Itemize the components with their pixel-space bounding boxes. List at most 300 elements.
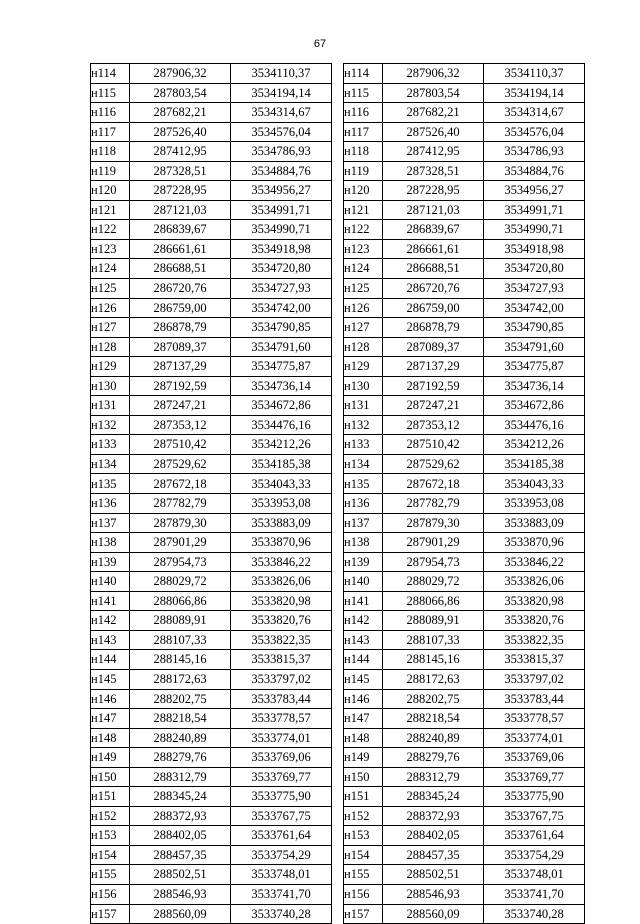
table-row — [344, 298, 585, 318]
table-row — [91, 142, 332, 162]
table-row — [344, 318, 585, 338]
x-coordinate-cell: 287353,12 — [383, 415, 484, 435]
table-body — [91, 64, 332, 924]
y-coordinate-cell: 3534884,76 — [484, 161, 585, 181]
x-coordinate-cell: 288240,89 — [383, 728, 484, 748]
x-coordinate-cell: 287672,18 — [130, 474, 231, 494]
x-coordinate-cell: 287906,32 — [383, 64, 484, 84]
point-id-cell: н157 — [91, 904, 130, 924]
y-coordinate-cell: 3533846,22 — [231, 552, 332, 572]
coordinates-table-right — [343, 63, 585, 924]
table-row — [344, 122, 585, 142]
point-id-cell: н116 — [91, 103, 130, 123]
x-coordinate-cell: 288029,72 — [383, 572, 484, 592]
y-coordinate-cell: 3533774,01 — [484, 728, 585, 748]
table-row — [91, 533, 332, 553]
table-row — [344, 220, 585, 240]
y-coordinate-cell: 3534720,80 — [484, 259, 585, 279]
y-coordinate-cell: 3534212,26 — [484, 435, 585, 455]
y-coordinate-cell: 3534672,86 — [231, 396, 332, 416]
point-id-cell: н139 — [91, 552, 130, 572]
point-id-cell: н129 — [344, 357, 383, 377]
table-row — [91, 865, 332, 885]
point-id-cell: н134 — [344, 454, 383, 474]
x-coordinate-cell: 287089,37 — [383, 337, 484, 357]
y-coordinate-cell: 3534956,27 — [231, 181, 332, 201]
point-id-cell: н144 — [91, 650, 130, 670]
point-id-cell: н149 — [344, 748, 383, 768]
table-row — [91, 826, 332, 846]
y-coordinate-cell: 3534790,85 — [231, 318, 332, 338]
point-id-cell: н116 — [344, 103, 383, 123]
x-coordinate-cell: 286839,67 — [383, 220, 484, 240]
x-coordinate-cell: 288145,16 — [383, 650, 484, 670]
y-coordinate-cell: 3534314,67 — [484, 103, 585, 123]
y-coordinate-cell: 3534775,87 — [484, 357, 585, 377]
x-coordinate-cell: 287228,95 — [130, 181, 231, 201]
point-id-cell: н118 — [91, 142, 130, 162]
x-coordinate-cell: 287529,62 — [383, 454, 484, 474]
y-coordinate-cell: 3533822,35 — [231, 630, 332, 650]
x-coordinate-cell: 288145,16 — [130, 650, 231, 670]
y-coordinate-cell: 3533740,28 — [484, 904, 585, 924]
point-id-cell: н120 — [344, 181, 383, 201]
x-coordinate-cell: 288502,51 — [383, 865, 484, 885]
y-coordinate-cell: 3533797,02 — [484, 669, 585, 689]
point-id-cell: н157 — [344, 904, 383, 924]
point-id-cell: н148 — [91, 728, 130, 748]
point-id-cell: н125 — [91, 279, 130, 299]
point-id-cell: н142 — [91, 611, 130, 631]
table-row — [91, 689, 332, 709]
x-coordinate-cell: 288345,24 — [130, 787, 231, 807]
point-id-cell: н121 — [344, 200, 383, 220]
y-coordinate-cell: 3533822,35 — [484, 630, 585, 650]
point-id-cell: н124 — [91, 259, 130, 279]
y-coordinate-cell: 3534110,37 — [484, 64, 585, 84]
table-row — [91, 239, 332, 259]
x-coordinate-cell: 287137,29 — [383, 357, 484, 377]
table-row — [91, 318, 332, 338]
point-id-cell: н117 — [91, 122, 130, 142]
point-id-cell: н114 — [344, 64, 383, 84]
point-id-cell: н156 — [91, 884, 130, 904]
point-id-cell: н140 — [344, 572, 383, 592]
x-coordinate-cell: 287803,54 — [130, 83, 231, 103]
y-coordinate-cell: 3534476,16 — [231, 415, 332, 435]
table-row — [91, 200, 332, 220]
x-coordinate-cell: 286688,51 — [130, 259, 231, 279]
x-coordinate-cell: 287192,59 — [383, 376, 484, 396]
table-row — [91, 435, 332, 455]
y-coordinate-cell: 3533761,64 — [231, 826, 332, 846]
point-id-cell: н154 — [91, 845, 130, 865]
y-coordinate-cell: 3534110,37 — [231, 64, 332, 84]
table-row — [91, 709, 332, 729]
point-id-cell: н151 — [91, 787, 130, 807]
point-id-cell: н115 — [344, 83, 383, 103]
x-coordinate-cell: 288089,91 — [130, 611, 231, 631]
y-coordinate-cell: 3534576,04 — [484, 122, 585, 142]
x-coordinate-cell: 288402,05 — [383, 826, 484, 846]
x-coordinate-cell: 288172,63 — [383, 669, 484, 689]
x-coordinate-cell: 288218,54 — [130, 709, 231, 729]
y-coordinate-cell: 3534990,71 — [484, 220, 585, 240]
x-coordinate-cell: 286688,51 — [383, 259, 484, 279]
x-coordinate-cell: 288312,79 — [130, 767, 231, 787]
table-row — [91, 220, 332, 240]
x-coordinate-cell: 288202,75 — [130, 689, 231, 709]
x-coordinate-cell: 288279,76 — [130, 748, 231, 768]
table-row — [344, 806, 585, 826]
table-row — [344, 787, 585, 807]
x-coordinate-cell: 287328,51 — [383, 161, 484, 181]
y-coordinate-cell: 3533797,02 — [231, 669, 332, 689]
x-coordinate-cell: 288029,72 — [130, 572, 231, 592]
x-coordinate-cell: 287901,29 — [130, 533, 231, 553]
y-coordinate-cell: 3533741,70 — [484, 884, 585, 904]
table-row — [91, 494, 332, 514]
y-coordinate-cell: 3534991,71 — [231, 200, 332, 220]
y-coordinate-cell: 3533774,01 — [231, 728, 332, 748]
x-coordinate-cell: 287782,79 — [383, 494, 484, 514]
point-id-cell: н115 — [91, 83, 130, 103]
table-row — [91, 396, 332, 416]
table-row — [344, 161, 585, 181]
point-id-cell: н123 — [91, 239, 130, 259]
page-number: 67 — [313, 38, 327, 50]
point-id-cell: н130 — [91, 376, 130, 396]
table-row — [344, 689, 585, 709]
x-coordinate-cell: 286661,61 — [383, 239, 484, 259]
table-row — [91, 748, 332, 768]
point-id-cell: н119 — [344, 161, 383, 181]
y-coordinate-cell: 3533826,06 — [484, 572, 585, 592]
y-coordinate-cell: 3533754,29 — [484, 845, 585, 865]
table-row — [344, 279, 585, 299]
y-coordinate-cell: 3534043,33 — [484, 474, 585, 494]
point-id-cell: н146 — [344, 689, 383, 709]
x-coordinate-cell: 288372,93 — [383, 806, 484, 826]
y-coordinate-cell: 3534991,71 — [484, 200, 585, 220]
table-row — [344, 669, 585, 689]
point-id-cell: н139 — [344, 552, 383, 572]
x-coordinate-cell: 287529,62 — [130, 454, 231, 474]
x-coordinate-cell: 288107,33 — [383, 630, 484, 650]
point-id-cell: н130 — [344, 376, 383, 396]
table-row — [344, 826, 585, 846]
y-coordinate-cell: 3534742,00 — [484, 298, 585, 318]
x-coordinate-cell: 287782,79 — [130, 494, 231, 514]
table-row — [344, 376, 585, 396]
y-coordinate-cell: 3533769,06 — [231, 748, 332, 768]
x-coordinate-cell: 288240,89 — [130, 728, 231, 748]
table-row — [91, 611, 332, 631]
y-coordinate-cell: 3534194,14 — [231, 83, 332, 103]
x-coordinate-cell: 288560,09 — [130, 904, 231, 924]
table-row — [91, 279, 332, 299]
y-coordinate-cell: 3533820,98 — [231, 591, 332, 611]
y-coordinate-cell: 3534043,33 — [231, 474, 332, 494]
y-coordinate-cell: 3533826,06 — [231, 572, 332, 592]
table-row — [344, 650, 585, 670]
y-coordinate-cell: 3534576,04 — [231, 122, 332, 142]
y-coordinate-cell: 3533846,22 — [484, 552, 585, 572]
y-coordinate-cell: 3534956,27 — [484, 181, 585, 201]
point-id-cell: н129 — [91, 357, 130, 377]
y-coordinate-cell: 3533761,64 — [484, 826, 585, 846]
y-coordinate-cell: 3533820,76 — [231, 611, 332, 631]
point-id-cell: н145 — [91, 669, 130, 689]
table-row — [344, 845, 585, 865]
table-row — [344, 259, 585, 279]
table-row — [91, 904, 332, 924]
y-coordinate-cell: 3533953,08 — [484, 494, 585, 514]
table-row — [91, 552, 332, 572]
x-coordinate-cell: 288502,51 — [130, 865, 231, 885]
point-id-cell: н136 — [91, 494, 130, 514]
y-coordinate-cell: 3534918,98 — [231, 239, 332, 259]
table-row — [344, 748, 585, 768]
point-id-cell: н153 — [344, 826, 383, 846]
y-coordinate-cell: 3533741,70 — [231, 884, 332, 904]
point-id-cell: н119 — [91, 161, 130, 181]
table-row — [344, 357, 585, 377]
y-coordinate-cell: 3534790,85 — [484, 318, 585, 338]
table-row — [344, 474, 585, 494]
x-coordinate-cell: 287510,42 — [383, 435, 484, 455]
x-coordinate-cell: 288312,79 — [383, 767, 484, 787]
y-coordinate-cell: 3533754,29 — [231, 845, 332, 865]
y-coordinate-cell: 3533883,09 — [231, 513, 332, 533]
point-id-cell: н144 — [344, 650, 383, 670]
point-id-cell: н147 — [91, 709, 130, 729]
y-coordinate-cell: 3534884,76 — [231, 161, 332, 181]
x-coordinate-cell: 287901,29 — [383, 533, 484, 553]
point-id-cell: н126 — [344, 298, 383, 318]
table-row — [91, 787, 332, 807]
table-row — [91, 298, 332, 318]
y-coordinate-cell: 3534476,16 — [484, 415, 585, 435]
table-row — [91, 845, 332, 865]
y-coordinate-cell: 3533775,90 — [484, 787, 585, 807]
point-id-cell: н135 — [344, 474, 383, 494]
x-coordinate-cell: 288279,76 — [383, 748, 484, 768]
point-id-cell: н150 — [344, 767, 383, 787]
point-id-cell: н155 — [91, 865, 130, 885]
table-row — [91, 415, 332, 435]
point-id-cell: н147 — [344, 709, 383, 729]
x-coordinate-cell: 288546,93 — [130, 884, 231, 904]
x-coordinate-cell: 287803,54 — [383, 83, 484, 103]
x-coordinate-cell: 288372,93 — [130, 806, 231, 826]
coordinates-table-left — [90, 63, 332, 924]
y-coordinate-cell: 3533815,37 — [484, 650, 585, 670]
point-id-cell: н152 — [91, 806, 130, 826]
point-id-cell: н121 — [91, 200, 130, 220]
point-id-cell: н128 — [91, 337, 130, 357]
y-coordinate-cell: 3533769,06 — [484, 748, 585, 768]
x-coordinate-cell: 288107,33 — [130, 630, 231, 650]
table-row — [344, 454, 585, 474]
point-id-cell: н156 — [344, 884, 383, 904]
point-id-cell: н145 — [344, 669, 383, 689]
y-coordinate-cell: 3533883,09 — [484, 513, 585, 533]
point-id-cell: н122 — [344, 220, 383, 240]
table-row — [344, 552, 585, 572]
x-coordinate-cell: 287879,30 — [130, 513, 231, 533]
x-coordinate-cell: 288546,93 — [383, 884, 484, 904]
y-coordinate-cell: 3534185,38 — [231, 454, 332, 474]
x-coordinate-cell: 288089,91 — [383, 611, 484, 631]
x-coordinate-cell: 287510,42 — [130, 435, 231, 455]
x-coordinate-cell: 287192,59 — [130, 376, 231, 396]
point-id-cell: н132 — [344, 415, 383, 435]
table-row — [91, 122, 332, 142]
x-coordinate-cell: 286661,61 — [130, 239, 231, 259]
point-id-cell: н137 — [91, 513, 130, 533]
point-id-cell: н133 — [344, 435, 383, 455]
point-id-cell: н141 — [344, 591, 383, 611]
table-row — [344, 142, 585, 162]
x-coordinate-cell: 288172,63 — [130, 669, 231, 689]
table-row — [91, 572, 332, 592]
point-id-cell: н154 — [344, 845, 383, 865]
point-id-cell: н133 — [91, 435, 130, 455]
point-id-cell: н137 — [344, 513, 383, 533]
point-id-cell: н150 — [91, 767, 130, 787]
table-row — [91, 650, 332, 670]
point-id-cell: н123 — [344, 239, 383, 259]
x-coordinate-cell: 288457,35 — [130, 845, 231, 865]
x-coordinate-cell: 288066,86 — [130, 591, 231, 611]
y-coordinate-cell: 3533778,57 — [231, 709, 332, 729]
point-id-cell: н127 — [91, 318, 130, 338]
y-coordinate-cell: 3534736,14 — [231, 376, 332, 396]
point-id-cell: н126 — [91, 298, 130, 318]
point-id-cell: н143 — [344, 630, 383, 650]
x-coordinate-cell: 287328,51 — [130, 161, 231, 181]
table-row — [91, 181, 332, 201]
x-coordinate-cell: 287682,21 — [130, 103, 231, 123]
y-coordinate-cell: 3533767,75 — [484, 806, 585, 826]
x-coordinate-cell: 286759,00 — [130, 298, 231, 318]
x-coordinate-cell: 286720,76 — [130, 279, 231, 299]
point-id-cell: н114 — [91, 64, 130, 84]
x-coordinate-cell: 287121,03 — [383, 200, 484, 220]
x-coordinate-cell: 286759,00 — [383, 298, 484, 318]
table-row — [344, 904, 585, 924]
y-coordinate-cell: 3533769,77 — [484, 767, 585, 787]
point-id-cell: н151 — [344, 787, 383, 807]
x-coordinate-cell: 287954,73 — [383, 552, 484, 572]
y-coordinate-cell: 3534918,98 — [484, 239, 585, 259]
table-row — [344, 728, 585, 748]
table-row — [91, 474, 332, 494]
table-row — [344, 533, 585, 553]
y-coordinate-cell: 3534736,14 — [484, 376, 585, 396]
table-row — [344, 572, 585, 592]
table-row — [344, 396, 585, 416]
table-row — [344, 865, 585, 885]
table-row — [344, 611, 585, 631]
point-id-cell: н131 — [344, 396, 383, 416]
x-coordinate-cell: 288560,09 — [383, 904, 484, 924]
table-row — [91, 454, 332, 474]
table-row — [344, 494, 585, 514]
y-coordinate-cell: 3534314,67 — [231, 103, 332, 123]
table-row — [91, 259, 332, 279]
y-coordinate-cell: 3534194,14 — [484, 83, 585, 103]
y-coordinate-cell: 3533783,44 — [231, 689, 332, 709]
table-row — [344, 83, 585, 103]
table-row — [91, 161, 332, 181]
x-coordinate-cell: 288066,86 — [383, 591, 484, 611]
y-coordinate-cell: 3533769,77 — [231, 767, 332, 787]
table-row — [91, 806, 332, 826]
x-coordinate-cell: 287353,12 — [130, 415, 231, 435]
y-coordinate-cell: 3533775,90 — [231, 787, 332, 807]
y-coordinate-cell: 3533815,37 — [231, 650, 332, 670]
x-coordinate-cell: 286878,79 — [383, 318, 484, 338]
point-id-cell: н152 — [344, 806, 383, 826]
y-coordinate-cell: 3533740,28 — [231, 904, 332, 924]
y-coordinate-cell: 3534185,38 — [484, 454, 585, 474]
table-row — [344, 239, 585, 259]
point-id-cell: н128 — [344, 337, 383, 357]
table-row — [344, 513, 585, 533]
y-coordinate-cell: 3533953,08 — [231, 494, 332, 514]
point-id-cell: н138 — [91, 533, 130, 553]
y-coordinate-cell: 3533820,76 — [484, 611, 585, 631]
x-coordinate-cell: 287672,18 — [383, 474, 484, 494]
table-row — [91, 513, 332, 533]
table-row — [344, 64, 585, 84]
table-row — [91, 630, 332, 650]
point-id-cell: н122 — [91, 220, 130, 240]
y-coordinate-cell: 3534720,80 — [231, 259, 332, 279]
y-coordinate-cell: 3533767,75 — [231, 806, 332, 826]
point-id-cell: н142 — [344, 611, 383, 631]
x-coordinate-cell: 287954,73 — [130, 552, 231, 572]
y-coordinate-cell: 3534212,26 — [231, 435, 332, 455]
point-id-cell: н135 — [91, 474, 130, 494]
x-coordinate-cell: 287137,29 — [130, 357, 231, 377]
table-body — [344, 64, 585, 924]
x-coordinate-cell: 288457,35 — [383, 845, 484, 865]
x-coordinate-cell: 287412,95 — [383, 142, 484, 162]
table-row — [91, 728, 332, 748]
table-row — [344, 181, 585, 201]
point-id-cell: н134 — [91, 454, 130, 474]
y-coordinate-cell: 3533870,96 — [484, 533, 585, 553]
point-id-cell: н153 — [91, 826, 130, 846]
x-coordinate-cell: 286720,76 — [383, 279, 484, 299]
table-row — [344, 337, 585, 357]
x-coordinate-cell: 287089,37 — [130, 337, 231, 357]
point-id-cell: н146 — [91, 689, 130, 709]
table-row — [344, 630, 585, 650]
point-id-cell: н132 — [91, 415, 130, 435]
point-id-cell: н140 — [91, 572, 130, 592]
y-coordinate-cell: 3534786,93 — [484, 142, 585, 162]
y-coordinate-cell: 3534742,00 — [231, 298, 332, 318]
point-id-cell: н117 — [344, 122, 383, 142]
point-id-cell: н118 — [344, 142, 383, 162]
y-coordinate-cell: 3533748,01 — [484, 865, 585, 885]
table-row — [91, 83, 332, 103]
table-row — [344, 884, 585, 904]
